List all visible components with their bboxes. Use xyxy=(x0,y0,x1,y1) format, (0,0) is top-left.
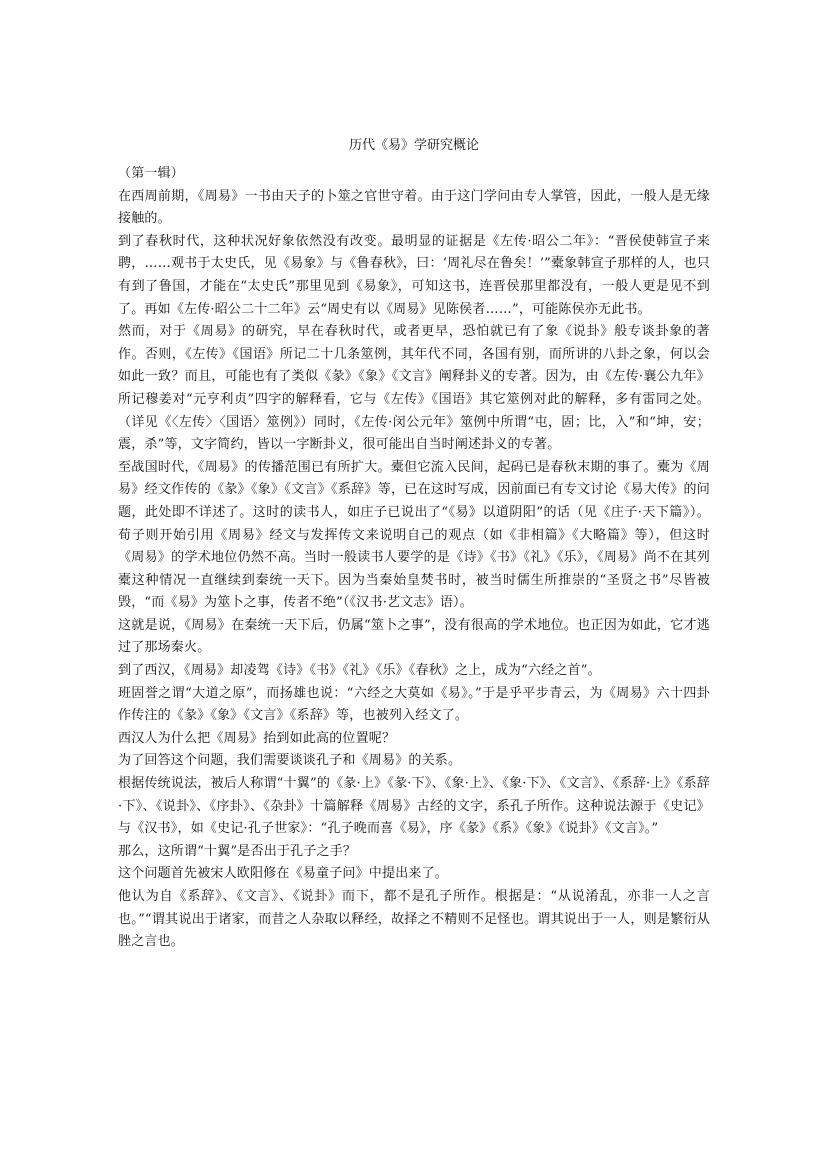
paragraph: 然而，对于《周易》的研究，早在春秋时代，或者更早，恐怕就已有了象《说卦》般专谈卦象的著作。否则，《左传》《国语》所记二十几条筮例，其年代不同，各国有别，而所讲的八卦之象，何以会如此一致？而且，可能也有了类似《彖》《象》《文言》阐释卦义的专著。因为，由《左传·襄公九年》所记穆姜对“元亨利贞”四字的解释看，它与《左传》《国语》其它筮例对此的解释，多有雷同之处。（详见《〈左传〉〈国语〉筮例》）同时，《左传·闵公元年》筮例中所谓“屯，固；比，入”和“坤，安；震，杀”等，文字简约，皆以一字断卦义，很可能出自当时阐述卦义的专著。 xyxy=(118,324,710,453)
paragraph: 在西周前期，《周易》一书由天子的卜筮之官世守着。由于这门学问由专人掌管，因此，一般人是无缘接触的。 xyxy=(118,188,710,227)
document-title: 历代《易》学研究概论 xyxy=(348,138,479,153)
paragraph: 为了回答这个问题，我们需要谈谈孔子和《周易》的关系。 xyxy=(118,753,462,769)
paragraph: 这就是说，《周易》在秦统一天下后，仍属“筮卜之事”，没有很高的学术地位。也正因为如此，它才逃过了那场秦火。 xyxy=(118,617,710,656)
paragraph: 班固誉之谓“大道之原”，而扬雄也说：“六经之大莫如《易》。”于是乎平步青云，为《周易》六十四卦作传注的《彖》《象》《文言》《系辞》等，也被列入经文了。 xyxy=(118,685,710,724)
paragraph: 根据传统说法，被后人称谓“十翼”的《彖·上》《彖·下》、《象·上》、《象·下》、《文言》、《系辞·上》《系辞·下》、《说卦》、《序卦》、《杂卦》十篇解释《周易》古经的文字，系孔子所作。这种说法源于《史记》与《汉书》，如《史记·孔子世家》：“孔子晚而喜《易》，序《彖》《系》《象》《说卦》《文言》。” xyxy=(118,776,710,837)
paragraph-volume-label: （第一辑） xyxy=(118,166,185,181)
paragraph: 到了春秋时代，这种状况好象依然没有改变。最明显的证据是《左传·昭公二年》：“晋侯使韩宣子来聘，……观书于太史氏，见《易象》与《鲁春秋》，曰：‘周礼尽在鲁矣！’”橐象韩宣子那样的人，也只有到了鲁国，才能在“太史氏”那里见到《易象》，可知这书，连晋侯那里都没有，一般人更是见不到了。再如《左传·昭公二十二年》云“周史有以《周易》见陈侯者……”，可能陈侯亦无此书。 xyxy=(118,233,710,317)
paragraph: 西汉人为什么把《周易》抬到如此高的位置呢？ xyxy=(118,730,396,746)
paragraph: 到了西汉，《周易》却凌驾《诗》《书》《礼》《乐》《春秋》之上，成为“六经之首”。 xyxy=(118,663,601,679)
paragraph: 至战国时代，《周易》的传播范围已有所扩大。橐但它流入民间，起码已是春秋末期的事了。橐为《周易》经文作传的《彖》《象》《文言》《系辞》等，已在这时写成，因前面已有专文讨论《易大传》的问题，此处即不详述了。这时的读书人，如庄子已说出了“《易》以道阴阳”的话（见《庄子·天下篇》）。荀子则开始引用《周易》经文与发挥传文来说明自己的观点（如《非相篇》《大略篇》等），但这时《周易》的学术地位仍然不高。当时一般读书人要学的是《诗》《书》《礼》《乐》，《周易》尚不在其列橐这种情况一直继续到秦统一天下。因为当秦始皇焚书时，被当时儒生所推崇的“圣贤之书”尽皆被毁，“而《易》为筮卜之事，传者不绝”（《汉书·艺文志》语）。 xyxy=(118,459,710,611)
paragraph: 这个问题首先被宋人欧阳修在《易童子问》中提出来了。 xyxy=(118,866,449,882)
paragraph: 他认为自《系辞》、《文言》、《说卦》而下，都不是孔子所作。根据是：“从说淆乱，亦非一人之言也。”“谓其说出于诸家，而昔之人杂取以释经，故择之不精则不足怪也。谓其说出于一人，则是繁衍从脞之言也。 xyxy=(118,889,710,950)
document-body xyxy=(118,163,710,954)
document-page xyxy=(118,136,710,954)
paragraph: 那么，这所谓“十翼”是否出于孔子之手？ xyxy=(118,843,357,859)
